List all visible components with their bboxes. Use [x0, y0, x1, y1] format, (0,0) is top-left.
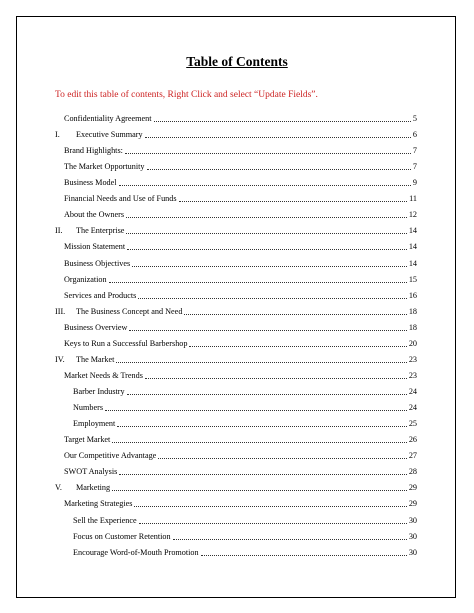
toc-entry-page: 11	[409, 194, 417, 204]
toc-entry[interactable]	[64, 253, 417, 269]
toc-dot-leader	[147, 169, 411, 170]
toc-entry-title: Organization	[64, 274, 107, 284]
toc-dot-leader	[105, 410, 407, 411]
toc-entry-title: Business Overview	[64, 322, 128, 332]
toc-entry-title: Financial Needs and Use of Funds	[64, 194, 177, 204]
toc-entry-page: 15	[408, 274, 417, 284]
toc-entry[interactable]	[73, 510, 417, 526]
toc-entry-title: Our Competitive Advantage	[64, 451, 157, 461]
instruction-text: To edit this table of contents, Right Click and select “Update Fields”.	[55, 90, 318, 100]
toc-entry-title: Marketing	[76, 483, 111, 493]
toc-entry-title: Barber Industry	[73, 387, 125, 397]
toc-entry-page: 30	[408, 515, 417, 525]
toc-entry-page: 26	[408, 435, 417, 445]
toc-entry[interactable]	[55, 477, 417, 493]
toc-entry-page: 24	[408, 387, 417, 397]
toc-entry-page: 16	[408, 290, 417, 300]
toc-entry-title: Marketing Strategies	[64, 499, 133, 509]
toc-entry-page: 6	[412, 130, 417, 140]
toc-dot-leader	[145, 137, 411, 138]
toc-entry[interactable]	[64, 188, 417, 204]
toc-entry-page: 14	[408, 258, 417, 268]
toc-entry[interactable]	[73, 526, 417, 542]
toc-entry-title: Keys to Run a Successful Barbershop	[64, 338, 188, 348]
page-title: Table of Contents	[186, 54, 288, 69]
toc-entry[interactable]	[64, 461, 417, 477]
toc-entry[interactable]	[64, 140, 417, 156]
toc-entry[interactable]	[64, 269, 417, 285]
toc-entry-page: 7	[412, 162, 417, 172]
toc-dot-leader	[201, 555, 407, 556]
toc-dot-leader	[117, 426, 407, 427]
toc-entry-page: 20	[408, 338, 417, 348]
toc-entry[interactable]	[64, 333, 417, 349]
toc-entry-number: III.	[55, 306, 66, 316]
toc-dot-leader	[109, 282, 407, 283]
toc-entry-page: 23	[408, 354, 417, 364]
toc-entry-title: Target Market	[64, 435, 111, 445]
toc-entry[interactable]	[64, 285, 417, 301]
toc-entry[interactable]	[73, 397, 417, 413]
toc-entry-title: Mission Statement	[64, 242, 126, 252]
toc-entry-page: 25	[408, 419, 417, 429]
toc-entry[interactable]	[64, 493, 417, 509]
toc-entry-title: The Market	[76, 354, 115, 364]
toc-entry-number: IV.	[55, 354, 65, 364]
toc-entry-page: 23	[408, 370, 417, 380]
toc-entry[interactable]	[73, 413, 417, 429]
toc-entry-title: The Business Concept and Need	[76, 306, 183, 316]
toc-dot-leader	[119, 474, 407, 475]
toc-dot-leader	[179, 201, 408, 202]
toc-entry[interactable]	[64, 429, 417, 445]
toc-entry[interactable]	[55, 220, 417, 236]
toc-entry[interactable]	[64, 108, 417, 124]
toc-dot-leader	[125, 153, 411, 154]
toc-dot-leader	[158, 458, 406, 459]
toc-dot-leader	[126, 217, 407, 218]
toc-entry-number: V.	[55, 483, 62, 493]
toc-dot-leader	[173, 539, 407, 540]
toc-entry[interactable]	[55, 124, 417, 140]
toc-entry-title: Business Model	[64, 178, 117, 188]
toc-entry-title: SWOT Analysis	[64, 467, 118, 477]
toc-entry[interactable]	[55, 301, 417, 317]
toc-entry-page: 18	[408, 322, 417, 332]
toc-entry[interactable]	[64, 317, 417, 333]
toc-dot-leader	[189, 346, 406, 347]
toc-entry[interactable]	[64, 236, 417, 252]
toc-dot-leader	[112, 442, 406, 443]
toc-dot-leader	[138, 298, 407, 299]
toc-dot-leader	[119, 185, 411, 186]
toc-entry[interactable]	[64, 445, 417, 461]
toc-entry-number: I.	[55, 130, 60, 140]
toc-entry-title: About the Owners	[64, 210, 125, 220]
toc-entry[interactable]	[64, 204, 417, 220]
toc-entry-title: The Enterprise	[76, 226, 125, 236]
toc-entry-page: 14	[408, 226, 417, 236]
toc-dot-leader	[154, 121, 411, 122]
toc-dot-leader	[127, 394, 407, 395]
toc-entry-title: Services and Products	[64, 290, 137, 300]
toc-dot-leader	[127, 249, 407, 250]
toc-entry-page: 28	[408, 467, 417, 477]
toc-entry[interactable]	[64, 172, 417, 188]
toc-dot-leader	[139, 523, 407, 524]
toc-dot-leader	[126, 233, 406, 234]
toc-entry-page: 14	[408, 242, 417, 252]
toc-entry-title: Brand Highlights:	[64, 146, 123, 156]
toc-entry-title: Numbers	[73, 403, 104, 413]
toc-entry-title: Market Needs & Trends	[64, 370, 143, 380]
toc-entry-title: The Market Opportunity	[64, 162, 145, 172]
toc-entry-title: Confidentiality Agreement	[64, 114, 152, 123]
toc-entry-page: 27	[408, 451, 417, 461]
toc-entry-title: Encourage Word-of-Mouth Promotion	[73, 547, 199, 557]
toc-entry-page: 30	[408, 547, 417, 557]
toc-dot-leader	[145, 378, 407, 379]
toc-entry-title: Employment	[73, 419, 116, 429]
toc-entry-page: 5	[412, 114, 417, 123]
toc-entry-number: II.	[55, 226, 63, 236]
toc-dot-leader	[116, 362, 406, 363]
toc-entry-page: 30	[408, 531, 417, 541]
toc-entry-page: 9	[412, 178, 417, 188]
toc-dot-leader	[112, 490, 407, 491]
toc-entry-title: Business Objectives	[64, 258, 131, 268]
toc-dot-leader	[132, 266, 407, 267]
toc-entry-page: 24	[408, 403, 417, 413]
toc-dot-leader	[134, 506, 406, 507]
toc-entry[interactable]	[55, 349, 417, 365]
toc-entry-title: Focus on Customer Retention	[73, 531, 171, 541]
toc-dot-leader	[129, 330, 406, 331]
toc-entry-page: 18	[408, 306, 417, 316]
toc-entry[interactable]	[73, 381, 417, 397]
toc-entry-page: 29	[408, 499, 417, 509]
toc-entry-page: 12	[408, 210, 417, 220]
toc-entry-title: Executive Summary	[76, 130, 143, 140]
toc-entry-page: 7	[412, 146, 417, 156]
toc-entry[interactable]	[64, 365, 417, 381]
toc-dot-leader	[184, 314, 406, 315]
toc-entry[interactable]	[64, 156, 417, 172]
toc-entry-title: Sell the Experience	[73, 515, 137, 525]
toc-entry[interactable]	[73, 542, 417, 558]
toc-entry-page: 29	[408, 483, 417, 493]
